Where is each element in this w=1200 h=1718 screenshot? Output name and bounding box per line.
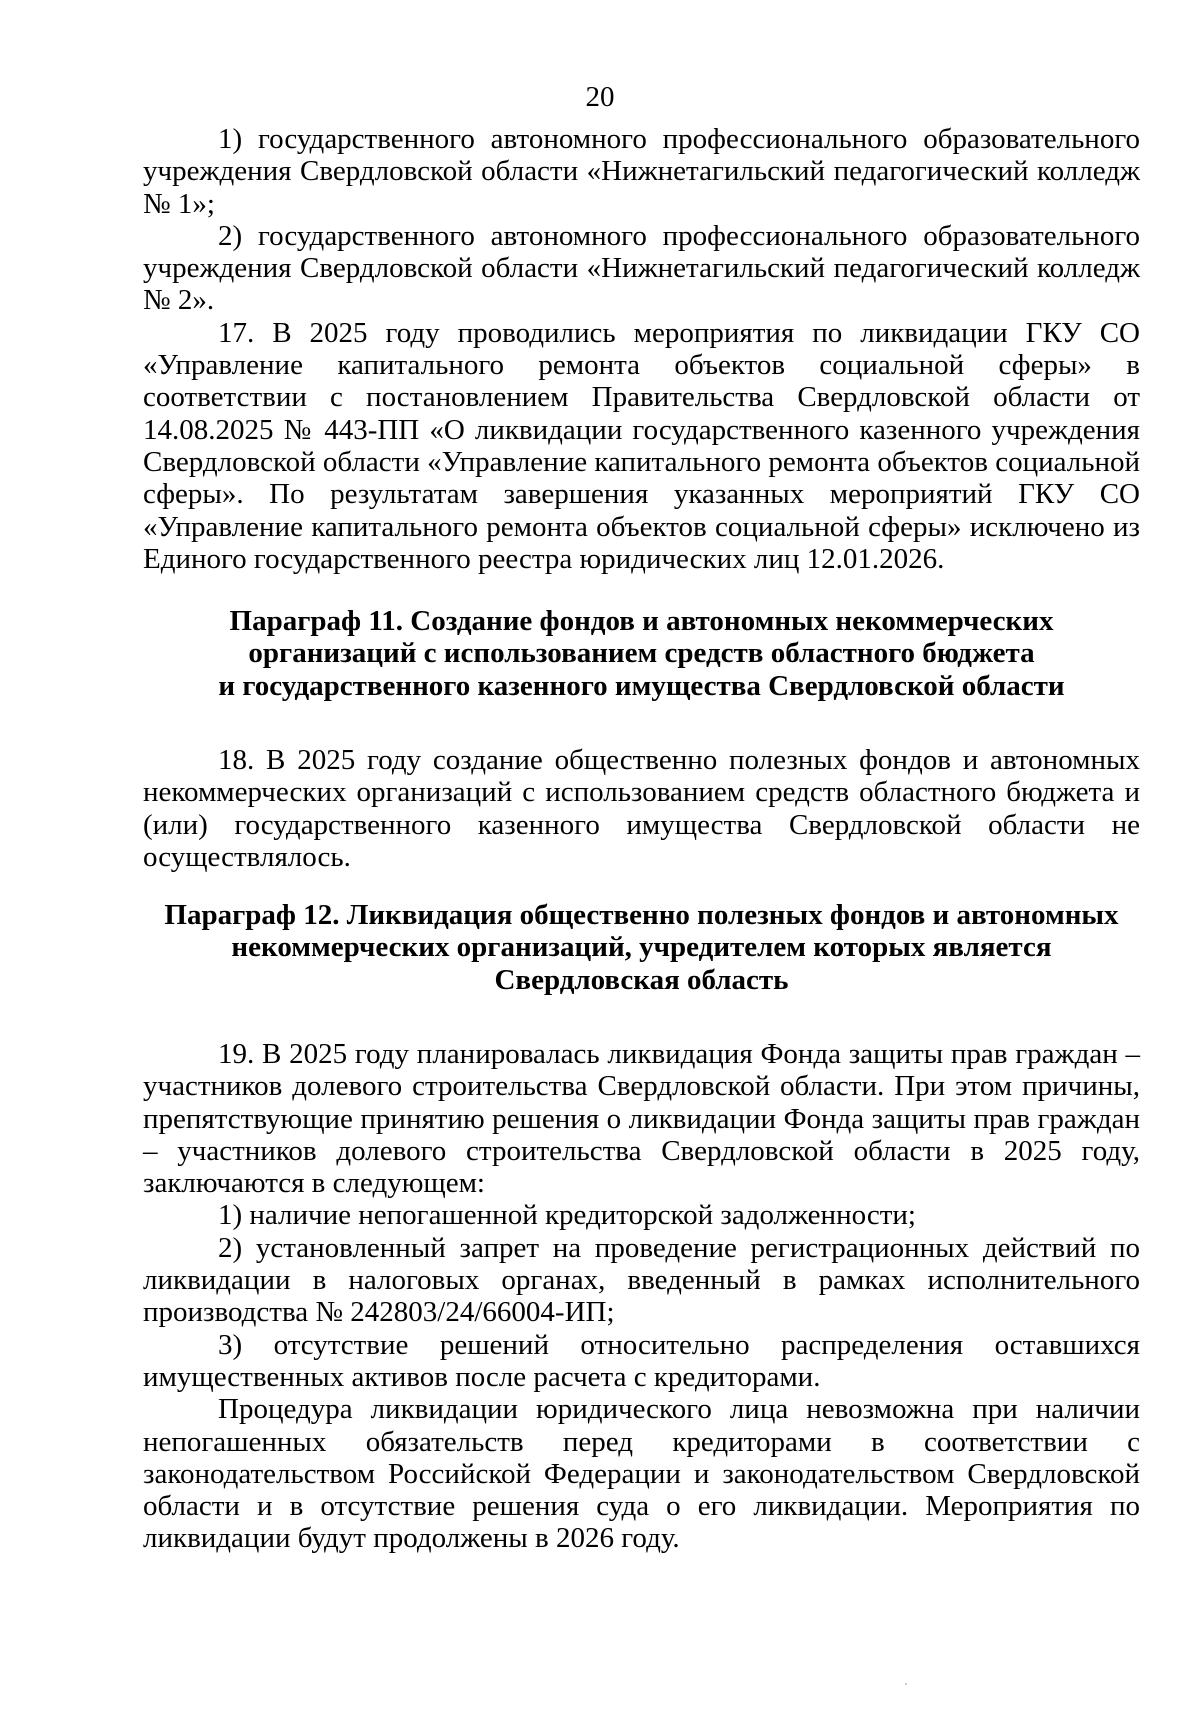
paragraph-12-heading: [143, 899, 1140, 996]
heading-line: и государственного казенного имущества Свердловской области: [218, 669, 1065, 702]
item-17-paragraph: 17. В 2025 году проводились мероприятия по ликвидации ГКУ СО «Управление капитального ремонта объектов социальной сферы» в соответствии с постановлением Правительства Свердловской области от 14.08.2025 № 443-ПП «О ликвидации государственного казенного учреждения Свердловской области «Управление капитального ремонта объектов социальной сферы». По результатам завершения указанных мероприятий ГКУ СО «Управление капитального ремонта объектов социальной сферы» исключено из Единого государственного реестра юридических лиц 12.01.2026.: [143, 316, 1140, 575]
item-19-paragraph: 19. В 2025 году планировалась ликвидация Фонда защиты прав граждан – участников долевого строительства Свердловской области. При этом причины, препятствующие принятию решения о ликвидации Фонда защиты прав граждан – участников долевого строительства Свердловской области в 2025 году, заключаются в следующем:: [143, 1038, 1140, 1200]
heading-line: некоммерческих организаций, учредителем которых является: [231, 931, 1052, 964]
item-18-paragraph: 18. В 2025 году создание общественно полезных фондов и автономных некоммерческих организаций с использованием средств областного бюджета и (или) государственного казенного имущества Свердловской области не осуществлялось.: [143, 744, 1140, 873]
heading-line: Параграф 12. Ликвидация общественно полезных фондов и автономных: [164, 899, 1119, 931]
page-number: 20: [585, 81, 615, 113]
heading-line: организаций с использованием средств областного бюджета: [248, 637, 1035, 670]
reason-item-2: 2) установленный запрет на проведение регистрационных действий по ликвидации в налоговых органах, введенный в рамках исполнительного производства № 242803/24/66004-ИП;: [143, 1231, 1140, 1329]
paragraph-12-text: [143, 1038, 1140, 1555]
scan-speck: [905, 1683, 907, 1685]
list-item-college-2: 2) государственного автономного профессионального образовательного учреждения Свердловской области «Нижнетагильский педагогический колледж № 2».: [143, 219, 1140, 317]
heading-line: Свердловская область: [494, 963, 789, 996]
section-top-text: [143, 123, 1140, 575]
list-item-college-1: 1) государственного автономного профессионального образовательного учреждения Свердловской области «Нижнетагильский педагогический колледж № 1»;: [143, 123, 1140, 220]
reason-item-3: 3) отсутствие решений относительно распределения оставшихся имущественных активов после расчета с кредиторами.: [143, 1328, 1140, 1393]
heading-line: Параграф 11. Создание фондов и автономных некоммерческих: [229, 605, 1054, 637]
liquidation-procedure-paragraph: Процедура ликвидации юридического лица невозможна при наличии непогашенных обязательств перед кредиторами в соответствии с законодательством Российской Федерации и законодательством Свердловской области и в отсутствие решения суда о его ликвидации. Мероприятия по ликвидации будут продолжены в 2026 году.: [143, 1393, 1140, 1555]
paragraph-11-text: [143, 744, 1140, 873]
reason-item-1: 1) наличие непогашенной кредиторской задолженности;: [218, 1199, 916, 1232]
paragraph-11-heading: [143, 605, 1140, 702]
